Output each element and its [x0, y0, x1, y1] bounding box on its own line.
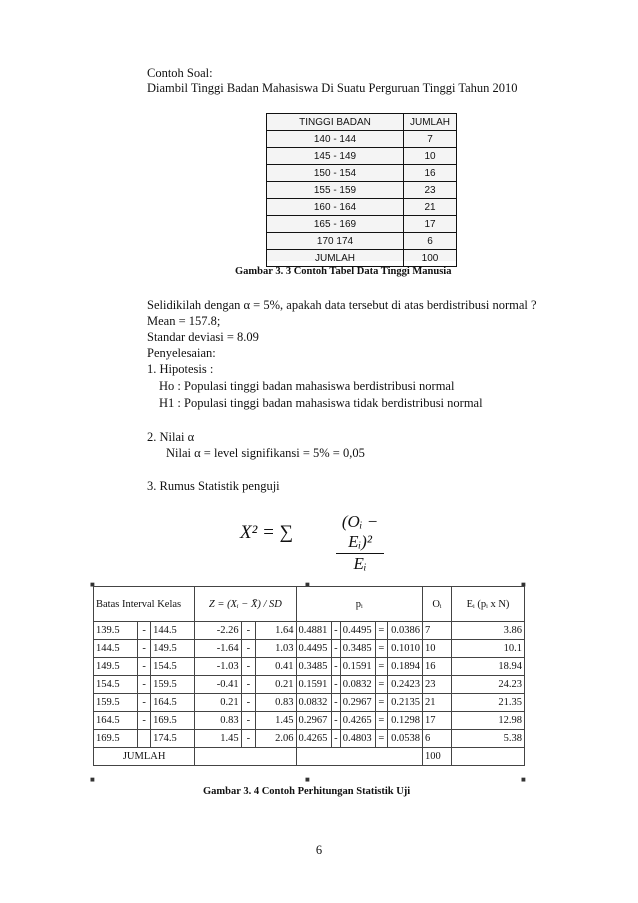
table2-cell: - — [241, 640, 256, 658]
formula-denominator: Eᵢ — [353, 554, 367, 573]
table1-header-height: TINGGI BADAN — [267, 114, 404, 131]
table2-cell: = — [376, 676, 387, 694]
table1-header-row — [267, 114, 457, 131]
table2-cell: - — [138, 658, 151, 676]
table2-cell: 0.1298 — [387, 712, 422, 730]
table2-cell: 0.21 — [256, 676, 296, 694]
table2-cell: 0.1894 — [387, 658, 422, 676]
table2-cell: 0.41 — [256, 658, 296, 676]
table2-cell: - — [241, 712, 256, 730]
table2-cell: - — [331, 712, 340, 730]
table2-cell: - — [138, 622, 151, 640]
table2-cell: 0.83 — [195, 712, 241, 730]
table-row — [267, 148, 457, 165]
table2-header-interval: Batas Interval Kelas — [94, 587, 195, 622]
table2-cell: 144.5 — [151, 622, 195, 640]
table2-cell: 1.03 — [256, 640, 296, 658]
table2-cell: 18.94 — [452, 658, 525, 676]
table2-cell: 10.1 — [452, 640, 525, 658]
table1-cell: 160 - 164 — [267, 199, 404, 216]
table2-cell: 0.4265 — [340, 712, 375, 730]
step3-heading: 3. Rumus Statistik penguji — [147, 479, 280, 493]
table2-cell: 139.5 — [94, 622, 138, 640]
table2-cell: - — [138, 712, 151, 730]
table1-cell: 145 - 149 — [267, 148, 404, 165]
table2-cell: - — [331, 676, 340, 694]
table2-cell: 164.5 — [151, 694, 195, 712]
table2-total-blank — [195, 748, 296, 766]
formula-fraction — [336, 512, 384, 574]
table1-cell: 6 — [404, 233, 457, 250]
table-row — [94, 640, 525, 658]
table-row — [94, 658, 525, 676]
table-row — [267, 233, 457, 250]
table-row — [94, 712, 525, 730]
table2-cell: 23 — [423, 676, 452, 694]
table2-total-blank — [452, 748, 525, 766]
table2-cell: 0.4265 — [296, 730, 331, 748]
table2-cell: 0.2423 — [387, 676, 422, 694]
alpha-value: Nilai α = level signifikansi = 5% = 0,05 — [166, 446, 365, 460]
table-row — [94, 622, 525, 640]
table2-cell: 3.86 — [452, 622, 525, 640]
table2-cell: - — [331, 640, 340, 658]
table2-cell: 149.5 — [151, 640, 195, 658]
table2-cell: - — [331, 658, 340, 676]
table2-cell: 149.5 — [94, 658, 138, 676]
solution-heading: Penyelesaian: — [147, 346, 216, 360]
table2-cell: 0.4495 — [296, 640, 331, 658]
table2-cell: 154.5 — [94, 676, 138, 694]
table2-header-row — [94, 587, 525, 622]
table1-cell: 150 - 154 — [267, 165, 404, 182]
table1-cell: 165 - 169 — [267, 216, 404, 233]
table2-cell: 0.3485 — [340, 640, 375, 658]
table2-cell: 169.5 — [151, 712, 195, 730]
table2-header-p: pᵢ — [296, 587, 422, 622]
table2-cell: 154.5 — [151, 658, 195, 676]
table-row — [94, 730, 525, 748]
table2-cell: 159.5 — [151, 676, 195, 694]
table2-cell: 0.0386 — [387, 622, 422, 640]
table1-cell: 23 — [404, 182, 457, 199]
table2-header-z: Z = (Xᵢ − X̄) / SD — [195, 587, 296, 622]
table2-cell: 0.0832 — [340, 676, 375, 694]
table1-cell: 7 — [404, 131, 457, 148]
table-row — [267, 131, 457, 148]
table2-cell: = — [376, 640, 387, 658]
table2-cell: 0.2135 — [387, 694, 422, 712]
table2-cell: 0.1591 — [340, 658, 375, 676]
mean-text: Mean = 157.8; — [147, 314, 221, 328]
table1-cell: 10 — [404, 148, 457, 165]
table2-cell: = — [376, 658, 387, 676]
table2-cell: -0.41 — [195, 676, 241, 694]
table2-cell: -1.64 — [195, 640, 241, 658]
table2-cell: 0.83 — [256, 694, 296, 712]
table2-total-label: JUMLAH — [94, 748, 195, 766]
question-text: Selidikilah dengan α = 5%, apakah data tersebut di atas berdistribusi normal ? — [147, 298, 537, 312]
table2-header-e: Eᵢ (pᵢ x N) — [452, 587, 525, 622]
table2-total-value: 100 — [423, 748, 452, 766]
table2-cell: 1.45 — [195, 730, 241, 748]
table-row — [267, 182, 457, 199]
table1-cell: 155 - 159 — [267, 182, 404, 199]
table2-cell: - — [241, 676, 256, 694]
chi-square-formula — [240, 512, 380, 573]
table-row — [94, 676, 525, 694]
table2-cell: 24.23 — [452, 676, 525, 694]
table2-cell: 0.3485 — [296, 658, 331, 676]
table2-cell: 2.06 — [256, 730, 296, 748]
table1-cell: 21 — [404, 199, 457, 216]
table2-cell: 0.0832 — [296, 694, 331, 712]
table2-total-row — [94, 748, 525, 766]
table2-cell: 6 — [423, 730, 452, 748]
table2-cell: 10 — [423, 640, 452, 658]
table1-header-count: JUMLAH — [404, 114, 457, 131]
formula-numerator: (Oᵢ − Eᵢ)² — [336, 512, 384, 554]
table2-cell: 0.4881 — [296, 622, 331, 640]
table2-cell: 21 — [423, 694, 452, 712]
table2-cell: - — [331, 694, 340, 712]
table2-cell: 0.21 — [195, 694, 241, 712]
table1-cell: 100 — [404, 250, 457, 267]
table2-cell: - — [241, 730, 256, 748]
table2-cell: 1.64 — [256, 622, 296, 640]
table2-cell: 5.38 — [452, 730, 525, 748]
table2-cell: = — [376, 712, 387, 730]
table2-header-o: Oᵢ — [423, 587, 452, 622]
table2-cell: - — [241, 694, 256, 712]
table2-cell: -2.26 — [195, 622, 241, 640]
page-number: 6 — [315, 843, 323, 857]
table-row — [94, 694, 525, 712]
step1-heading: 1. Hipotesis : — [147, 362, 214, 376]
table2-cell: = — [376, 622, 387, 640]
table2-cell: 21.35 — [452, 694, 525, 712]
table1-cell: 140 - 144 — [267, 131, 404, 148]
table2-cell: = — [376, 730, 387, 748]
table-row — [267, 216, 457, 233]
table-row — [267, 199, 457, 216]
table2-cell: 0.4495 — [340, 622, 375, 640]
table2-cell: 7 — [423, 622, 452, 640]
formula-lhs: X² = ∑ — [240, 522, 294, 543]
hypothesis-h1: H1 : Populasi tinggi badan mahasiswa tidak berdistribusi normal — [159, 396, 483, 410]
table2-cell — [138, 730, 151, 748]
table2-cell: 144.5 — [94, 640, 138, 658]
table2-cell: 169.5 — [94, 730, 138, 748]
table-row — [267, 250, 457, 267]
table2-cell: 0.2967 — [340, 694, 375, 712]
table2-total-blank — [296, 748, 422, 766]
sd-text: Standar deviasi = 8.09 — [147, 330, 259, 344]
table2-cell: = — [376, 694, 387, 712]
table2-cell: 0.2967 — [296, 712, 331, 730]
intro-subtitle: Diambil Tinggi Badan Mahasiswa Di Suatu Perguruan Tinggi Tahun 2010 — [147, 81, 518, 95]
height-frequency-table — [266, 113, 457, 264]
table2-cell: 16 — [423, 658, 452, 676]
table2-cell: 17 — [423, 712, 452, 730]
table2-cell: 174.5 — [151, 730, 195, 748]
table2-cell: - — [331, 622, 340, 640]
table1-cell: 17 — [404, 216, 457, 233]
table2-cell: 0.0538 — [387, 730, 422, 748]
table2-caption: Gambar 3. 4 Contoh Perhitungan Statistik Uji — [203, 786, 411, 797]
table2-cell: 12.98 — [452, 712, 525, 730]
table2-cell: 1.45 — [256, 712, 296, 730]
table2-cell: 0.1010 — [387, 640, 422, 658]
table1-cell: 16 — [404, 165, 457, 182]
table1-cell: JUMLAH — [267, 250, 404, 267]
table2-cell: 0.4803 — [340, 730, 375, 748]
chi-square-calculation-table — [93, 586, 525, 778]
table2-cell: - — [241, 622, 256, 640]
table2-cell: -1.03 — [195, 658, 241, 676]
table2-cell: - — [138, 676, 151, 694]
table-row — [267, 165, 457, 182]
table2-cell: 159.5 — [94, 694, 138, 712]
hypothesis-h0: Ho : Populasi tinggi badan mahasiswa berdistribusi normal — [159, 379, 455, 393]
table2-cell: - — [138, 694, 151, 712]
table2-cell: - — [138, 640, 151, 658]
table1-caption: Gambar 3. 3 Contoh Tabel Data Tinggi Manusia — [235, 266, 452, 277]
intro-heading: Contoh Soal: — [147, 66, 213, 80]
table2-cell: 0.1591 — [296, 676, 331, 694]
step2-heading: 2. Nilai α — [147, 430, 195, 444]
table2-cell: 164.5 — [94, 712, 138, 730]
table2-cell: - — [241, 658, 256, 676]
table2-cell: - — [331, 730, 340, 748]
table1-cell: 170 174 — [267, 233, 404, 250]
